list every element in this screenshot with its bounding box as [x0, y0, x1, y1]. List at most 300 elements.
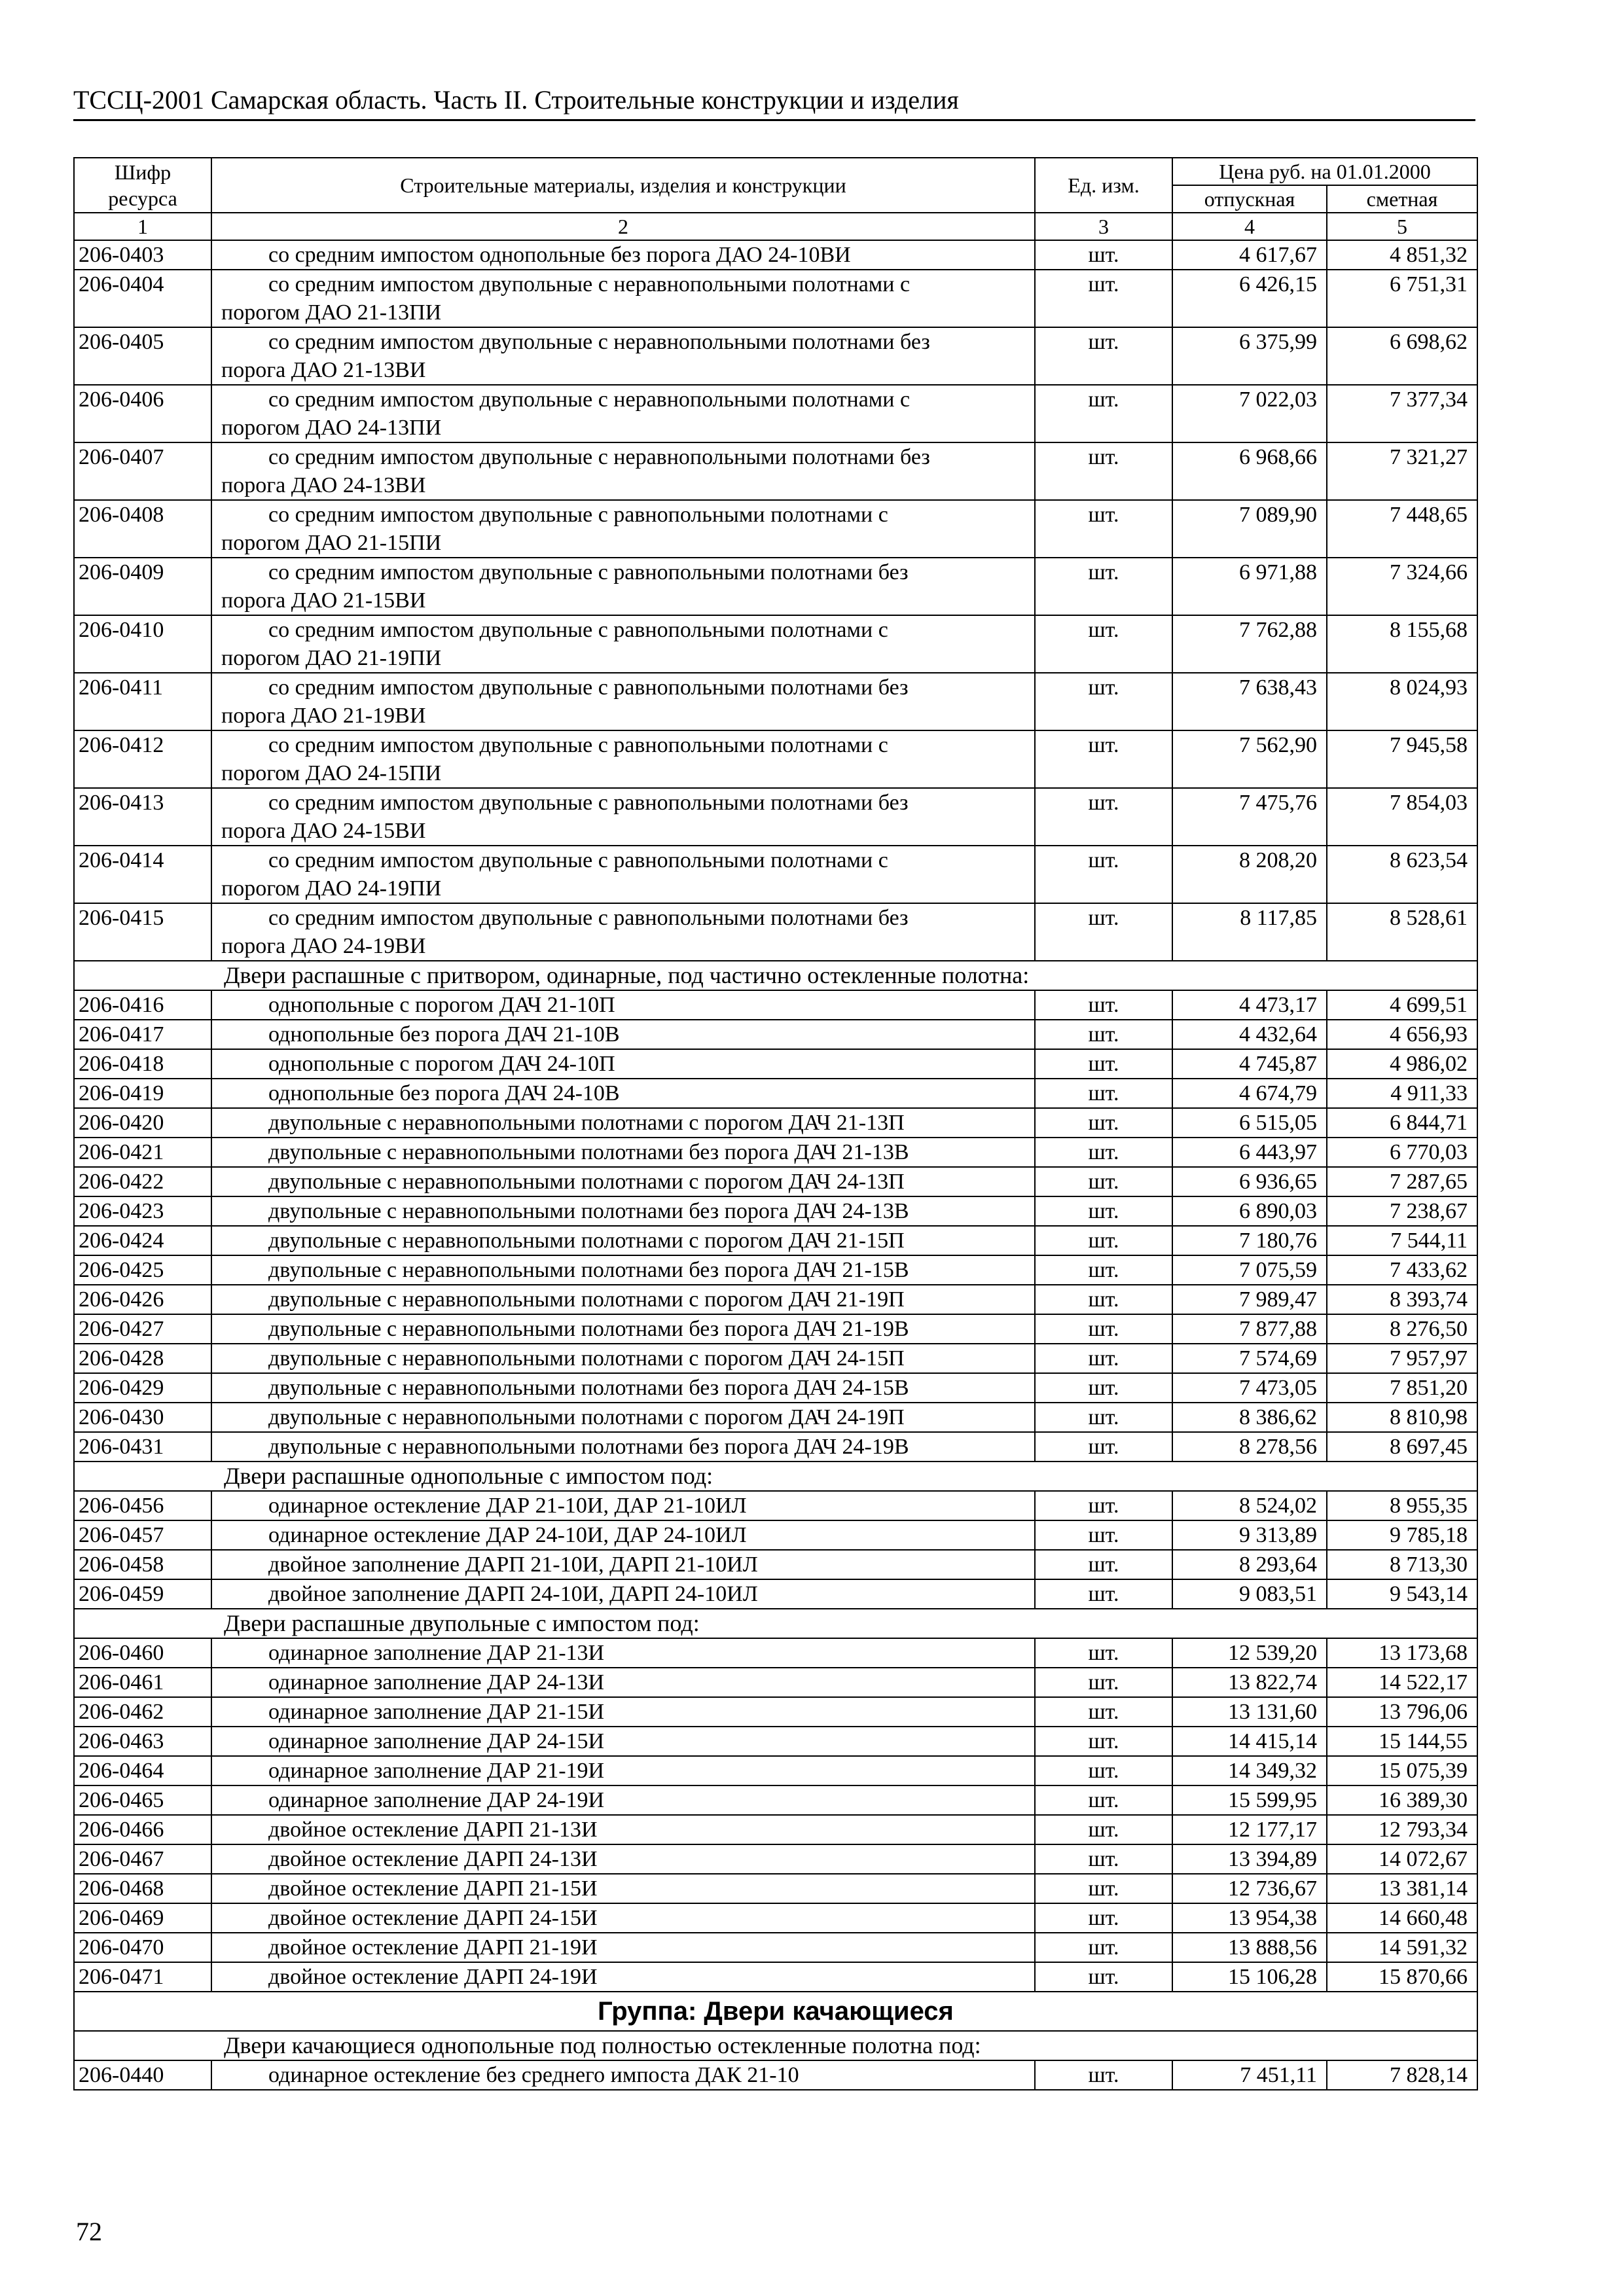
price-estimate: 16 389,30 — [1327, 1785, 1477, 1815]
item-name-line: одинарное заполнение ДАР 21-13И — [268, 1641, 605, 1665]
col-number-4: 4 — [1172, 213, 1327, 240]
resource-code: 206-0418 — [74, 1049, 211, 1079]
price-release: 7 451,11 — [1172, 2060, 1327, 2090]
price-release: 8 293,64 — [1172, 1550, 1327, 1579]
item-name-line: двойное остекление ДАРП 21-13И — [268, 1818, 598, 1842]
table-row — [74, 1314, 1477, 1344]
price-release: 6 890,03 — [1172, 1196, 1327, 1226]
header-unit: Ед. изм. — [1035, 158, 1172, 213]
resource-code: 206-0424 — [74, 1226, 211, 1255]
table-row — [74, 240, 1477, 270]
item-name — [211, 1785, 1035, 1815]
table-row — [74, 1550, 1477, 1579]
section-heading: Двери распашные с притвором, одинарные, под частично остекленные полотна: — [74, 961, 1477, 990]
item-name-line: одинарное остекление ДАР 24-10И, ДАР 24-10ИЛ — [268, 1523, 747, 1547]
resource-code: 206-0429 — [74, 1373, 211, 1403]
section-row — [74, 1462, 1477, 1491]
resource-code: 206-0413 — [74, 788, 211, 846]
price-estimate: 9 543,14 — [1327, 1579, 1477, 1609]
item-name — [211, 1196, 1035, 1226]
unit: шт. — [1035, 1638, 1172, 1668]
resource-code: 206-0404 — [74, 270, 211, 327]
price-estimate: 7 448,65 — [1327, 500, 1477, 558]
unit: шт. — [1035, 1285, 1172, 1314]
resource-code: 206-0408 — [74, 500, 211, 558]
price-release: 8 386,62 — [1172, 1403, 1327, 1432]
price-estimate: 7 287,65 — [1327, 1167, 1477, 1196]
unit: шт. — [1035, 1255, 1172, 1285]
item-name — [211, 270, 1035, 327]
table-row — [74, 730, 1477, 788]
unit: шт. — [1035, 1167, 1172, 1196]
resource-code: 206-0414 — [74, 846, 211, 903]
item-name-line: со средним импостом двупольные с неравнопольными полотнами без — [268, 330, 930, 354]
price-estimate: 8 528,61 — [1327, 903, 1477, 961]
unit: шт. — [1035, 1403, 1172, 1432]
resource-code: 206-0467 — [74, 1844, 211, 1874]
item-name — [211, 1255, 1035, 1285]
section-heading: Двери распашные однопольные с импостом под: — [74, 1462, 1477, 1491]
item-name — [211, 788, 1035, 846]
price-release: 8 208,20 — [1172, 846, 1327, 903]
item-name-continuation: порогом ДАО 24-13ПИ — [221, 416, 442, 440]
table-row — [74, 1874, 1477, 1903]
price-release: 7 473,05 — [1172, 1373, 1327, 1403]
table-row — [74, 1403, 1477, 1432]
table-row — [74, 1933, 1477, 1962]
item-name-line: со средним импостом двупольные с равнопольными полотнами с — [268, 618, 888, 642]
table-row — [74, 903, 1477, 961]
price-estimate: 14 660,48 — [1327, 1903, 1477, 1933]
section-heading: Двери качающиеся однопольные под полностью остекленные полотна под: — [74, 2031, 1477, 2060]
price-estimate: 7 854,03 — [1327, 788, 1477, 846]
table-row — [74, 846, 1477, 903]
price-estimate: 8 155,68 — [1327, 615, 1477, 673]
item-name — [211, 442, 1035, 500]
item-name — [211, 1403, 1035, 1432]
item-name — [211, 1167, 1035, 1196]
item-name-continuation: порогом ДАО 21-19ПИ — [221, 646, 442, 670]
resource-code: 206-0406 — [74, 385, 211, 442]
price-release: 6 515,05 — [1172, 1108, 1327, 1138]
item-name-continuation: порога ДАО 24-15ВИ — [221, 819, 426, 843]
price-release: 12 736,67 — [1172, 1874, 1327, 1903]
price-estimate: 14 591,32 — [1327, 1933, 1477, 1962]
item-name-line: со средним импостом двупольные с неравнопольными полотнами без — [268, 445, 930, 469]
table-row — [74, 1138, 1477, 1167]
col-number-1: 1 — [74, 213, 211, 240]
item-name — [211, 1108, 1035, 1138]
price-estimate: 7 851,20 — [1327, 1373, 1477, 1403]
table-row — [74, 2060, 1477, 2090]
item-name — [211, 1668, 1035, 1697]
unit: шт. — [1035, 1520, 1172, 1550]
unit: шт. — [1035, 1079, 1172, 1108]
item-name-line: со средним импостом однопольные без порога ДАО 24-10ВИ — [268, 243, 851, 267]
unit: шт. — [1035, 1903, 1172, 1933]
table-row — [74, 1785, 1477, 1815]
item-name — [211, 1432, 1035, 1462]
price-release: 12 177,17 — [1172, 1815, 1327, 1844]
price-release: 6 375,99 — [1172, 327, 1327, 385]
price-release: 13 822,74 — [1172, 1668, 1327, 1697]
item-name-line: двупольные с неравнопольными полотнами без порога ДАЧ 24-19В — [268, 1435, 909, 1459]
unit: шт. — [1035, 442, 1172, 500]
unit: шт. — [1035, 1844, 1172, 1874]
item-name-line: одинарное остекление без среднего импоста ДАК 21-10 — [268, 2063, 799, 2087]
table-row — [74, 1697, 1477, 1727]
price-release: 7 475,76 — [1172, 788, 1327, 846]
price-estimate: 4 851,32 — [1327, 240, 1477, 270]
item-name-line: двупольные с неравнопольными полотнами без порога ДАЧ 21-13В — [268, 1140, 909, 1164]
table-row — [74, 500, 1477, 558]
price-release: 7 180,76 — [1172, 1226, 1327, 1255]
header-estimate: сметная — [1327, 185, 1477, 213]
price-release: 7 638,43 — [1172, 673, 1327, 730]
item-name — [211, 1550, 1035, 1579]
price-estimate: 7 828,14 — [1327, 2060, 1477, 2090]
price-estimate: 13 381,14 — [1327, 1874, 1477, 1903]
item-name — [211, 1933, 1035, 1962]
item-name-line: одинарное заполнение ДАР 21-15И — [268, 1700, 605, 1724]
price-table — [73, 157, 1478, 2090]
item-name-line: двупольные с неравнопольными полотнами с порогом ДАЧ 24-19П — [268, 1405, 905, 1429]
price-release: 7 762,88 — [1172, 615, 1327, 673]
unit: шт. — [1035, 903, 1172, 961]
item-name-line: двойное заполнение ДАРП 21-10И, ДАРП 21-10ИЛ — [268, 1552, 758, 1577]
price-release: 13 394,89 — [1172, 1844, 1327, 1874]
table-row — [74, 442, 1477, 500]
resource-code: 206-0440 — [74, 2060, 211, 2090]
table-row — [74, 1491, 1477, 1520]
item-name — [211, 1874, 1035, 1903]
price-estimate: 14 072,67 — [1327, 1844, 1477, 1874]
item-name-line: двупольные с неравнопольными полотнами с порогом ДАЧ 24-15П — [268, 1346, 905, 1371]
resource-code: 206-0427 — [74, 1314, 211, 1344]
price-estimate: 6 770,03 — [1327, 1138, 1477, 1167]
item-name-continuation: порога ДАО 24-13ВИ — [221, 473, 426, 497]
table-row — [74, 1579, 1477, 1609]
item-name-line: со средним импостом двупольные с неравнопольными полотнами с — [268, 272, 911, 296]
price-release: 14 349,32 — [1172, 1756, 1327, 1785]
price-estimate: 8 623,54 — [1327, 846, 1477, 903]
price-estimate: 7 433,62 — [1327, 1255, 1477, 1285]
price-release: 4 674,79 — [1172, 1079, 1327, 1108]
item-name-line: двупольные с неравнопольными полотнами с порогом ДАЧ 21-15П — [268, 1229, 905, 1253]
item-name-line: двупольные с неравнопольными полотнами без порога ДАЧ 24-13В — [268, 1199, 909, 1223]
table-row — [74, 1020, 1477, 1049]
table-row — [74, 1638, 1477, 1668]
table-row — [74, 1962, 1477, 1992]
resource-code: 206-0461 — [74, 1668, 211, 1697]
unit: шт. — [1035, 240, 1172, 270]
table-row — [74, 1520, 1477, 1550]
unit: шт. — [1035, 1727, 1172, 1756]
price-release: 7 877,88 — [1172, 1314, 1327, 1344]
resource-code: 206-0471 — [74, 1962, 211, 1992]
price-release: 9 313,89 — [1172, 1520, 1327, 1550]
resource-code: 206-0463 — [74, 1727, 211, 1756]
resource-code: 206-0460 — [74, 1638, 211, 1668]
item-name — [211, 1727, 1035, 1756]
item-name — [211, 615, 1035, 673]
resource-code: 206-0412 — [74, 730, 211, 788]
price-release: 7 989,47 — [1172, 1285, 1327, 1314]
unit: шт. — [1035, 500, 1172, 558]
header-release: отпускная — [1172, 185, 1327, 213]
table-row — [74, 1903, 1477, 1933]
resource-code: 206-0464 — [74, 1756, 211, 1785]
price-estimate: 8 393,74 — [1327, 1285, 1477, 1314]
resource-code: 206-0405 — [74, 327, 211, 385]
item-name-line: двойное остекление ДАРП 21-19И — [268, 1935, 598, 1960]
item-name — [211, 1520, 1035, 1550]
price-release: 4 745,87 — [1172, 1049, 1327, 1079]
resource-code: 206-0456 — [74, 1491, 211, 1520]
item-name — [211, 327, 1035, 385]
item-name-continuation: порогом ДАО 24-15ПИ — [221, 761, 442, 785]
resource-code: 206-0407 — [74, 442, 211, 500]
resource-code: 206-0425 — [74, 1255, 211, 1285]
item-name — [211, 1049, 1035, 1079]
section-heading: Двери распашные двупольные с импостом под: — [74, 1609, 1477, 1638]
item-name-line: двупольные с неравнопольными полотнами с порогом ДАЧ 24-13П — [268, 1170, 905, 1194]
unit: шт. — [1035, 1697, 1172, 1727]
resource-code: 206-0431 — [74, 1432, 211, 1462]
resource-code: 206-0422 — [74, 1167, 211, 1196]
item-name-continuation: порога ДАО 21-19ВИ — [221, 704, 426, 728]
item-name-line: со средним импостом двупольные с равнопольными полотнами без — [268, 675, 909, 700]
resource-code: 206-0468 — [74, 1874, 211, 1903]
item-name — [211, 1844, 1035, 1874]
item-name-line: со средним импостом двупольные с равнопольными полотнами без — [268, 906, 909, 930]
price-release: 4 473,17 — [1172, 990, 1327, 1020]
table-row — [74, 615, 1477, 673]
price-release: 14 415,14 — [1172, 1727, 1327, 1756]
price-release: 6 426,15 — [1172, 270, 1327, 327]
item-name-line: со средним импостом двупольные с равнопольными полотнами с — [268, 733, 888, 757]
unit: шт. — [1035, 1815, 1172, 1844]
price-estimate: 9 785,18 — [1327, 1520, 1477, 1550]
price-release: 4 617,67 — [1172, 240, 1327, 270]
price-estimate: 8 024,93 — [1327, 673, 1477, 730]
item-name-line: одинарное заполнение ДАР 24-19И — [268, 1788, 605, 1812]
unit: шт. — [1035, 1049, 1172, 1079]
price-release: 6 936,65 — [1172, 1167, 1327, 1196]
item-name — [211, 500, 1035, 558]
item-name — [211, 1697, 1035, 1727]
item-name — [211, 1815, 1035, 1844]
resource-code: 206-0421 — [74, 1138, 211, 1167]
unit: шт. — [1035, 1226, 1172, 1255]
price-estimate: 6 751,31 — [1327, 270, 1477, 327]
item-name — [211, 1138, 1035, 1167]
item-name — [211, 1020, 1035, 1049]
item-name-continuation: порога ДАО 21-13ВИ — [221, 358, 426, 382]
item-name-line: однопольные без порога ДАЧ 24-10В — [268, 1081, 620, 1105]
table-row — [74, 1815, 1477, 1844]
item-name — [211, 1903, 1035, 1933]
resource-code: 206-0470 — [74, 1933, 211, 1962]
unit: шт. — [1035, 615, 1172, 673]
table-row — [74, 1255, 1477, 1285]
unit: шт. — [1035, 1933, 1172, 1962]
resource-code: 206-0459 — [74, 1579, 211, 1609]
unit: шт. — [1035, 2060, 1172, 2090]
unit: шт. — [1035, 558, 1172, 615]
header-price: Цена руб. на 01.01.2000 — [1172, 158, 1477, 185]
header-code: Шифр ресурса — [74, 158, 211, 213]
item-name-line: однопольные без порога ДАЧ 21-10В — [268, 1022, 620, 1047]
price-estimate: 7 238,67 — [1327, 1196, 1477, 1226]
item-name-line: со средним импостом двупольные с равнопольными полотнами с — [268, 503, 888, 527]
item-name-line: со средним импостом двупольные с равнопольными полотнами с — [268, 848, 888, 872]
price-estimate: 8 276,50 — [1327, 1314, 1477, 1344]
unit: шт. — [1035, 730, 1172, 788]
unit: шт. — [1035, 1491, 1172, 1520]
item-name-continuation: порога ДАО 21-15ВИ — [221, 588, 426, 613]
unit: шт. — [1035, 1344, 1172, 1373]
unit: шт. — [1035, 1579, 1172, 1609]
price-release: 15 599,95 — [1172, 1785, 1327, 1815]
table-row — [74, 1432, 1477, 1462]
price-estimate: 12 793,34 — [1327, 1815, 1477, 1844]
price-release: 7 022,03 — [1172, 385, 1327, 442]
item-name-line: двупольные с неравнопольными полотнами с порогом ДАЧ 21-19П — [268, 1287, 905, 1312]
price-estimate: 4 699,51 — [1327, 990, 1477, 1020]
price-release: 6 443,97 — [1172, 1138, 1327, 1167]
price-estimate: 13 796,06 — [1327, 1697, 1477, 1727]
item-name-continuation: порога ДАО 24-19ВИ — [221, 934, 426, 958]
item-name — [211, 1285, 1035, 1314]
section-row — [74, 2031, 1477, 2060]
section-row — [74, 1609, 1477, 1638]
unit: шт. — [1035, 1020, 1172, 1049]
item-name-line: одинарное заполнение ДАР 21-19И — [268, 1759, 605, 1783]
resource-code: 206-0403 — [74, 240, 211, 270]
unit: шт. — [1035, 846, 1172, 903]
price-estimate: 13 173,68 — [1327, 1638, 1477, 1668]
resource-code: 206-0409 — [74, 558, 211, 615]
item-name-line: двойное остекление ДАРП 24-19И — [268, 1965, 598, 1989]
item-name — [211, 1491, 1035, 1520]
item-name-line: со средним импостом двупольные с равнопольными полотнами без — [268, 560, 909, 584]
item-name-line: двойное остекление ДАРП 24-13И — [268, 1847, 598, 1871]
price-release: 7 574,69 — [1172, 1344, 1327, 1373]
price-estimate: 8 713,30 — [1327, 1550, 1477, 1579]
price-estimate: 8 955,35 — [1327, 1491, 1477, 1520]
table-row — [74, 1285, 1477, 1314]
header-name: Строительные материалы, изделия и конструкции — [211, 158, 1035, 213]
table-row — [74, 327, 1477, 385]
table-row — [74, 1226, 1477, 1255]
price-estimate: 6 698,62 — [1327, 327, 1477, 385]
unit: шт. — [1035, 1314, 1172, 1344]
resource-code: 206-0423 — [74, 1196, 211, 1226]
table-row — [74, 1756, 1477, 1785]
item-name — [211, 1638, 1035, 1668]
unit: шт. — [1035, 327, 1172, 385]
unit: шт. — [1035, 1373, 1172, 1403]
price-estimate: 8 697,45 — [1327, 1432, 1477, 1462]
unit: шт. — [1035, 1962, 1172, 1992]
item-name — [211, 240, 1035, 270]
price-release: 8 524,02 — [1172, 1491, 1327, 1520]
unit: шт. — [1035, 1785, 1172, 1815]
item-name — [211, 903, 1035, 961]
table-row — [74, 1108, 1477, 1138]
unit: шт. — [1035, 1432, 1172, 1462]
price-release: 7 089,90 — [1172, 500, 1327, 558]
item-name-line: однопольные с порогом ДАЧ 24-10П — [268, 1052, 615, 1076]
table-row — [74, 1079, 1477, 1108]
resource-code: 206-0410 — [74, 615, 211, 673]
col-number-5: 5 — [1327, 213, 1477, 240]
item-name-continuation: порогом ДАО 21-15ПИ — [221, 531, 442, 555]
unit: шт. — [1035, 1550, 1172, 1579]
item-name — [211, 1226, 1035, 1255]
unit: шт. — [1035, 1874, 1172, 1903]
item-name — [211, 1756, 1035, 1785]
item-name-continuation: порогом ДАО 21-13ПИ — [221, 300, 442, 325]
item-name — [211, 673, 1035, 730]
item-name-line: одинарное заполнение ДАР 24-13И — [268, 1670, 605, 1695]
resource-code: 206-0462 — [74, 1697, 211, 1727]
col-number-2: 2 — [211, 213, 1035, 240]
resource-code: 206-0465 — [74, 1785, 211, 1815]
unit: шт. — [1035, 1668, 1172, 1697]
table-row — [74, 1668, 1477, 1697]
price-estimate: 7 544,11 — [1327, 1226, 1477, 1255]
unit: шт. — [1035, 788, 1172, 846]
group-heading: Группа: Двери качающиеся — [74, 1992, 1477, 2031]
table-row — [74, 1167, 1477, 1196]
item-name-line: двойное заполнение ДАРП 24-10И, ДАРП 24-10ИЛ — [268, 1582, 758, 1606]
price-release: 7 075,59 — [1172, 1255, 1327, 1285]
table-row — [74, 788, 1477, 846]
table-row — [74, 673, 1477, 730]
price-release: 7 562,90 — [1172, 730, 1327, 788]
table-row — [74, 1727, 1477, 1756]
price-estimate: 7 377,34 — [1327, 385, 1477, 442]
price-estimate: 15 870,66 — [1327, 1962, 1477, 1992]
item-name — [211, 558, 1035, 615]
table-row — [74, 1196, 1477, 1226]
item-name-line: со средним импостом двупольные с равнопольными полотнами без — [268, 791, 909, 815]
table-row — [74, 558, 1477, 615]
price-release: 13 888,56 — [1172, 1933, 1327, 1962]
section-row — [74, 961, 1477, 990]
unit: шт. — [1035, 990, 1172, 1020]
price-release: 15 106,28 — [1172, 1962, 1327, 1992]
unit: шт. — [1035, 270, 1172, 327]
price-estimate: 7 957,97 — [1327, 1344, 1477, 1373]
table-row — [74, 990, 1477, 1020]
unit: шт. — [1035, 1138, 1172, 1167]
price-release: 8 117,85 — [1172, 903, 1327, 961]
item-name — [211, 846, 1035, 903]
item-name — [211, 1579, 1035, 1609]
price-estimate: 7 321,27 — [1327, 442, 1477, 500]
item-name-line: двупольные с неравнопольными полотнами без порога ДАЧ 21-15В — [268, 1258, 909, 1282]
price-estimate: 15 144,55 — [1327, 1727, 1477, 1756]
price-estimate: 4 911,33 — [1327, 1079, 1477, 1108]
item-name — [211, 385, 1035, 442]
resource-code: 206-0417 — [74, 1020, 211, 1049]
price-estimate: 7 945,58 — [1327, 730, 1477, 788]
item-name-line: однопольные с порогом ДАЧ 21-10П — [268, 993, 615, 1017]
resource-code: 206-0469 — [74, 1903, 211, 1933]
